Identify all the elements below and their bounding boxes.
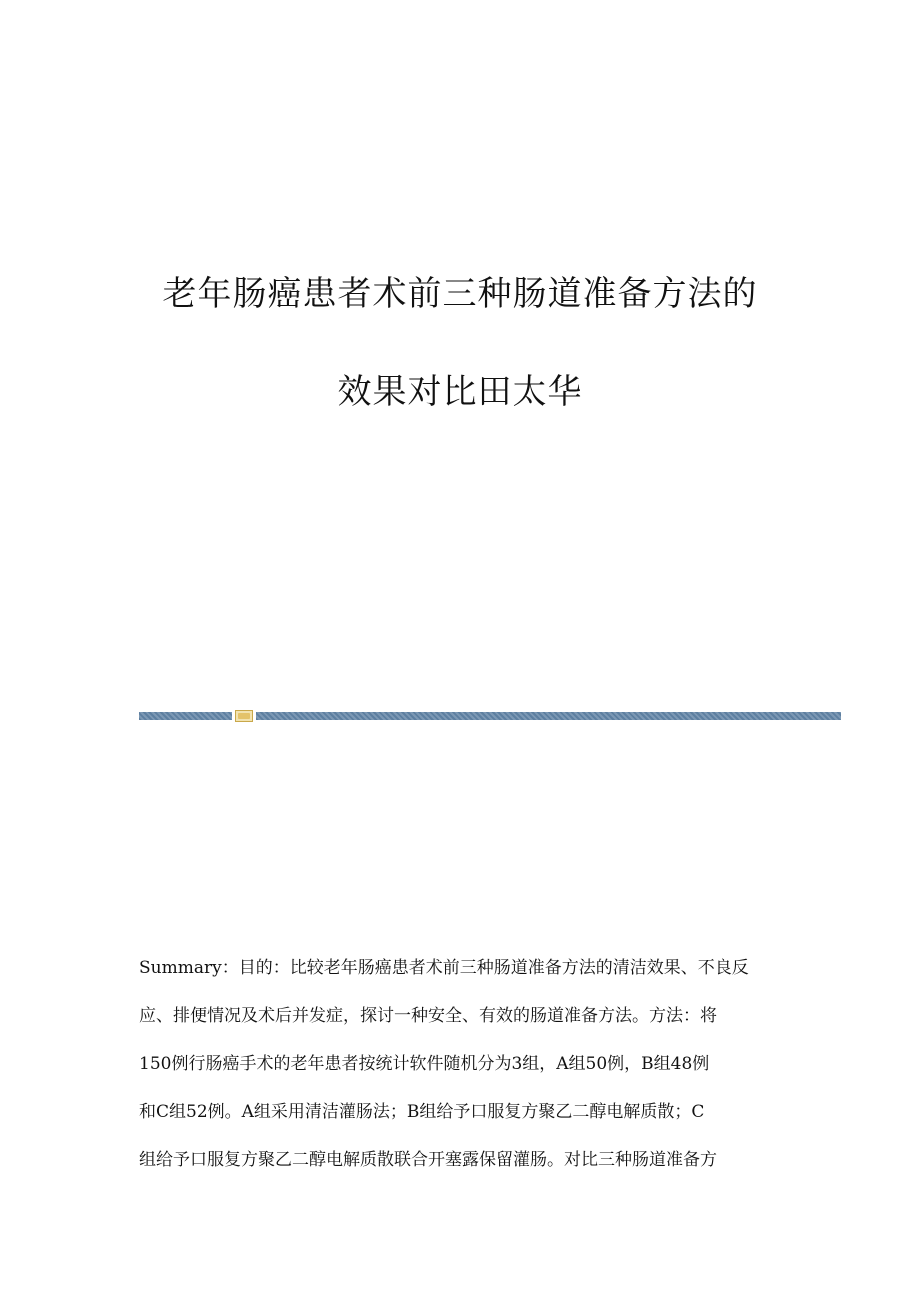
document-title-line-2: 效果对比田太华: [337, 372, 583, 412]
summary-paragraph: [139, 944, 779, 1184]
section-divider: [139, 710, 841, 722]
divider-bar-right: [256, 712, 841, 720]
summary-line: 应、排便情况及术后并发症，探讨一种安全、有效的肠道准备方法。方法：将: [139, 1006, 717, 1026]
summary-line: 和C组52例。A组采用清洁灌肠法；B组给予口服复方聚乙二醇电解质散；C: [139, 1102, 705, 1122]
summary-line: 组给予口服复方聚乙二醇电解质散联合开塞露保留灌肠。对比三种肠道准备方: [139, 1150, 717, 1170]
summary-line: 150例行肠癌手术的老年患者按统计软件随机分为3组，A组50例，B组48例: [139, 1054, 710, 1074]
document-title-line-1: 老年肠癌患者术前三种肠道准备方法的: [162, 274, 758, 314]
summary-line: Summary：目的：比较老年肠癌患者术前三种肠道准备方法的清洁效果、不良反: [139, 958, 749, 978]
divider-bar-left: [139, 712, 232, 720]
divider-ornament-icon: [235, 710, 253, 722]
